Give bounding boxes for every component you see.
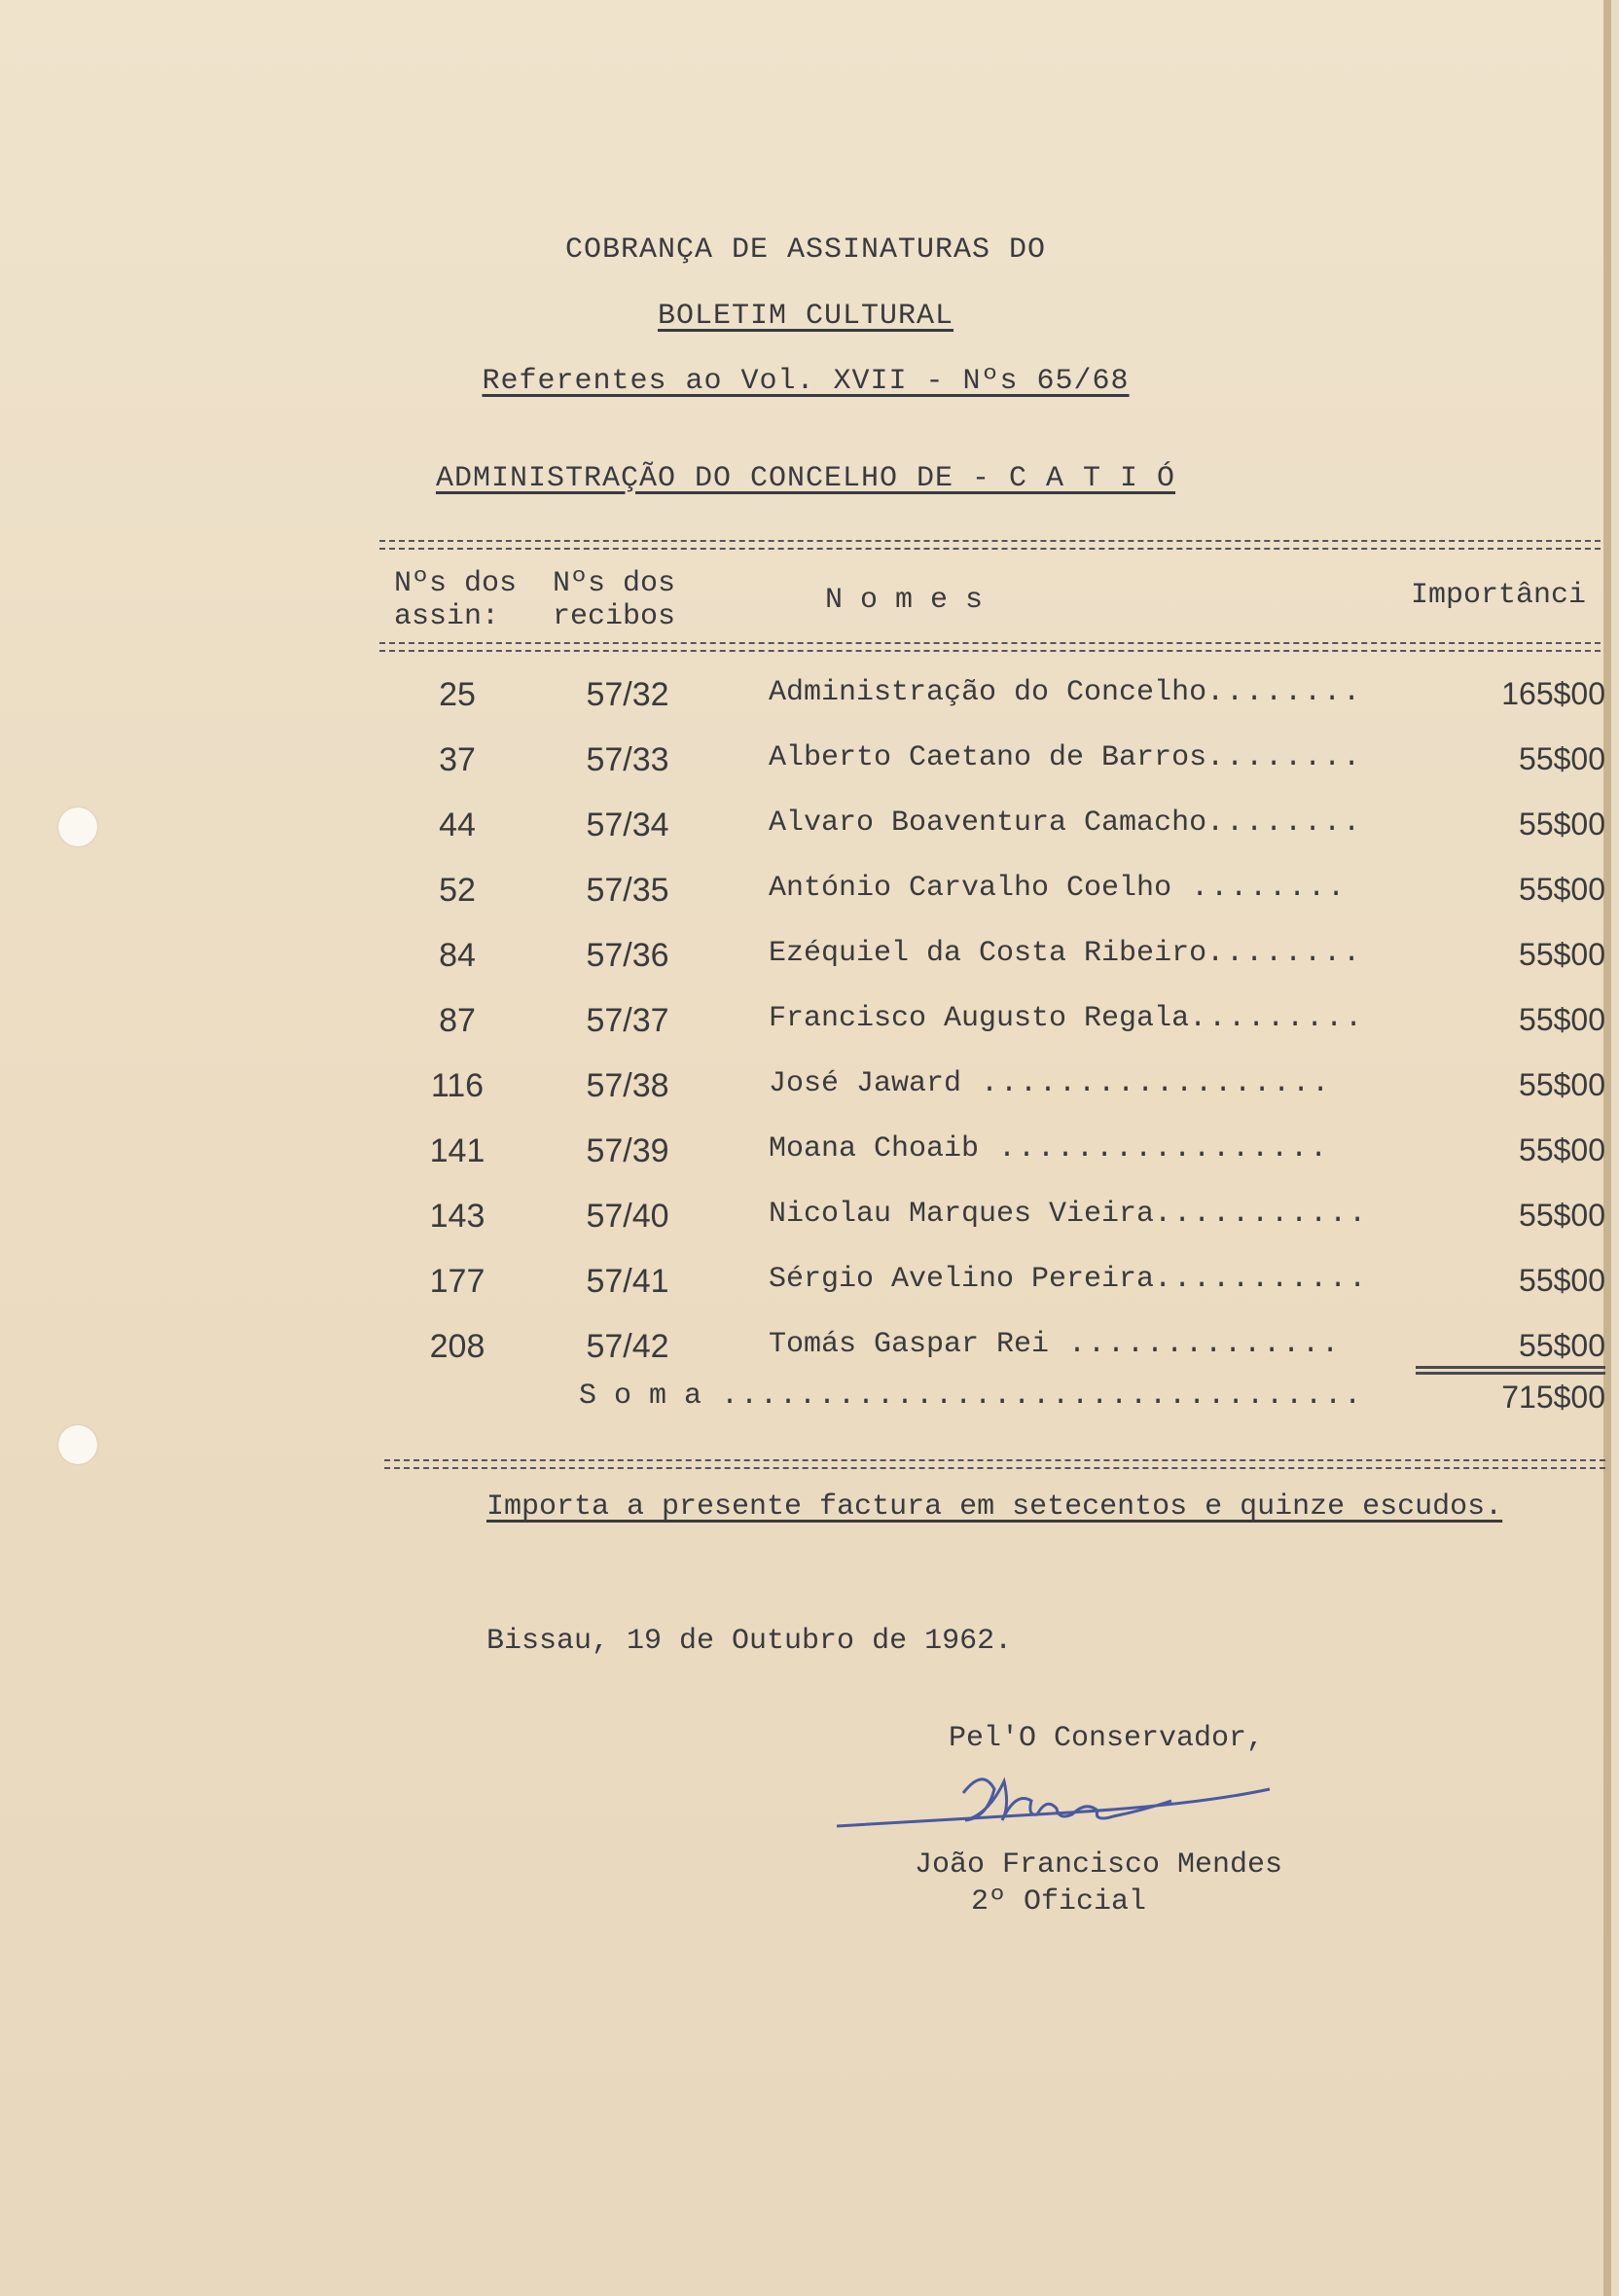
- table-row: 84 57/36 Ezéquiel da Costa Ribeiro........ 55$00: [439, 937, 1605, 974]
- table-header-rule: [379, 642, 1601, 652]
- table-top-rule: [379, 540, 1601, 550]
- table-row: 25 57/32 Administração do Concelho........ 165$00: [439, 676, 1605, 713]
- total-in-words: Importa a presente factura em setecentos e quinze escudos.: [486, 1490, 1503, 1524]
- table-row: 116 57/38 José Jaward .................. 55$00: [430, 1067, 1605, 1104]
- table-row: 141 57/39 Moana Choaib ................. 55$00: [429, 1132, 1605, 1169]
- sum-label: S o m a: [579, 1380, 702, 1413]
- header-line-4: ADMINISTRAÇÃO DO CONCELHO DE - C A T I Ó: [435, 462, 1176, 495]
- col-header-nomes: N o m e s: [825, 584, 984, 617]
- signature-preamble: Pel'O Conservador,: [949, 1722, 1265, 1755]
- table-row: 37 57/33 Alberto Caetano de Barros........ 55$00: [439, 741, 1605, 778]
- header-line-2: BOLETIM CULTURAL: [657, 300, 954, 333]
- col-header-assin: Nºs dos assin:: [394, 567, 518, 633]
- table-row: 52 57/35 António Carvalho Coelho ........ 55$00: [439, 872, 1605, 909]
- handwritten-signature: [827, 1756, 1275, 1844]
- header-line-1: COBRANÇA DE ASSINATURAS DO: [564, 233, 1047, 267]
- signatory-title: 2º Oficial: [971, 1885, 1147, 1919]
- sum-value: 715$00: [1501, 1380, 1605, 1415]
- table-row: 208 57/42 Tomás Gaspar Rei .............. 55$00: [429, 1328, 1605, 1365]
- col-header-recibos: Nºs dos recibos: [553, 567, 676, 633]
- sum-row: S o m a ................................. 715$00: [579, 1380, 1605, 1415]
- table-row: 44 57/34 Alvaro Boaventura Camacho........ 55$00: [439, 807, 1605, 843]
- table-row: 177 57/41 Sérgio Avelino Pereira........... 55$00: [429, 1263, 1605, 1300]
- header-line-3: Referentes ao Vol. XVII - Nºs 65/68: [482, 365, 1130, 398]
- sum-underline-2: [1416, 1372, 1605, 1375]
- col-header-importancia: Importânci: [1411, 579, 1587, 612]
- place-date: Bissau, 19 de Outubro de 1962.: [486, 1625, 1013, 1658]
- signatory-name: João Francisco Mendes: [915, 1848, 1283, 1882]
- table-row: 143 57/40 Nicolau Marques Vieira........... 55$00: [429, 1198, 1605, 1235]
- table-bottom-rule: [384, 1459, 1605, 1469]
- sum-underline: [1416, 1366, 1605, 1369]
- table-row: 87 57/37 Francisco Augusto Regala......... 55$00: [439, 1002, 1605, 1039]
